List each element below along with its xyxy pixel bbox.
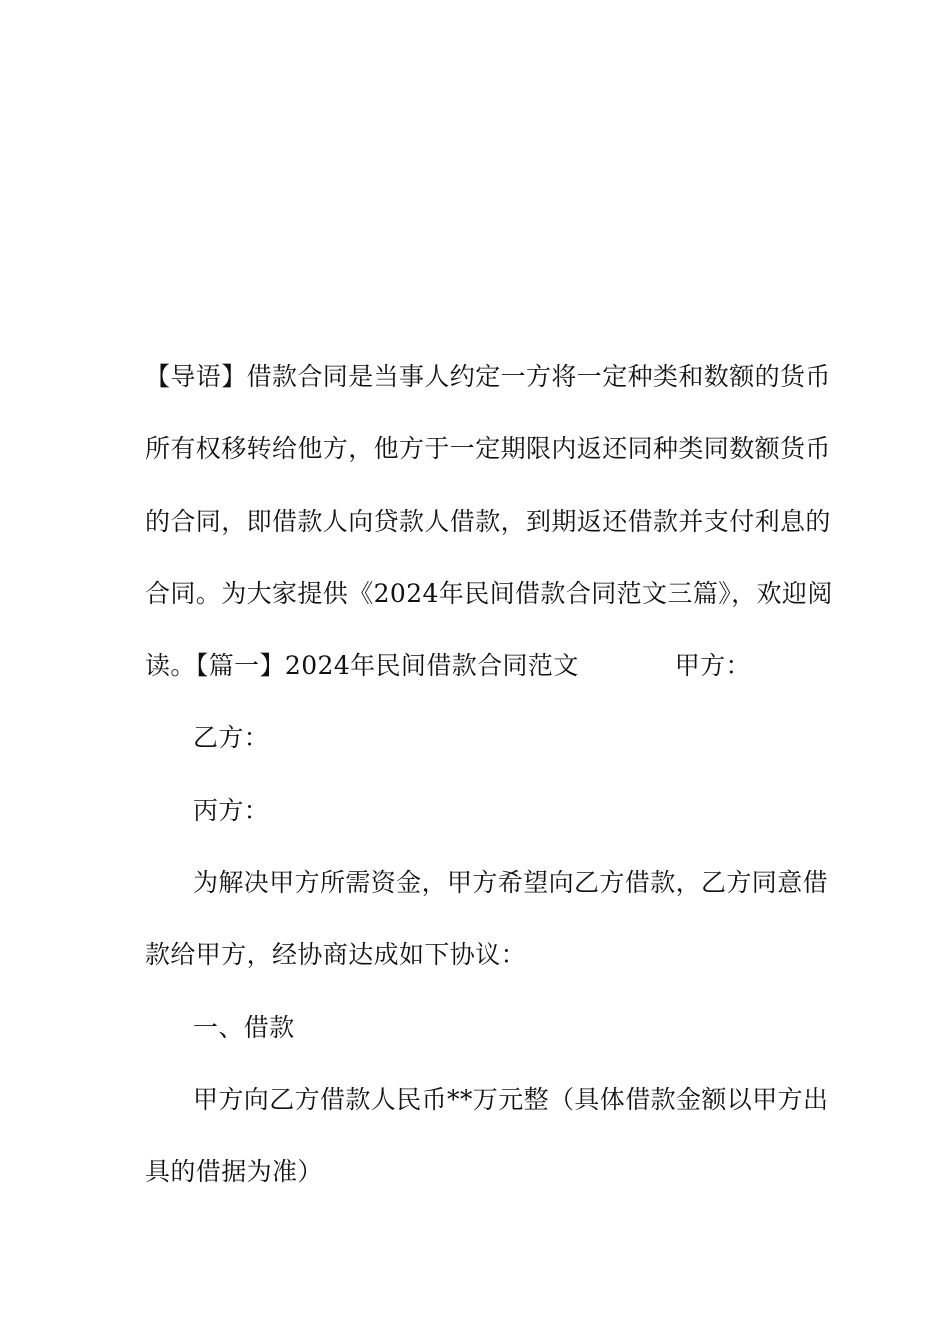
party-b-label: 乙方： <box>193 723 270 753</box>
section-title-part-one: 读。【篇一】2024年民间借款合同范文 <box>145 651 579 681</box>
party-a-label: 甲方： <box>674 651 751 681</box>
section-heading-loan: 一、借款 <box>193 1012 295 1042</box>
preamble-line-1: 为解决甲方所需资金，甲方希望向乙方借款，乙方同意借 <box>193 868 829 898</box>
intro-line-4: 合同。为大家提供《2024年民间借款合同范文三篇》，欢迎阅 <box>145 578 833 608</box>
party-c-label: 丙方： <box>193 795 270 825</box>
intro-line-1: 【导语】借款合同是当事人约定一方将一定种类和数额的货币 <box>145 362 831 391</box>
document-page <box>145 353 833 1221</box>
intro-line-5 <box>145 642 805 690</box>
intro-line-2: 所有权移转给他方，他方于一定期限内返还同种类同数额货币 <box>145 434 831 464</box>
preamble-line-2: 款给甲方，经协商达成如下协议： <box>145 940 527 970</box>
intro-line-3: 的合同，即借款人向贷款人借款，到期返还借款并支付利息的 <box>145 506 831 536</box>
section-body-line-2: 具的借据为准） <box>145 1157 323 1187</box>
section-body-line-1: 甲方向乙方借款人民币**万元整（具体借款金额以甲方出 <box>193 1084 829 1114</box>
